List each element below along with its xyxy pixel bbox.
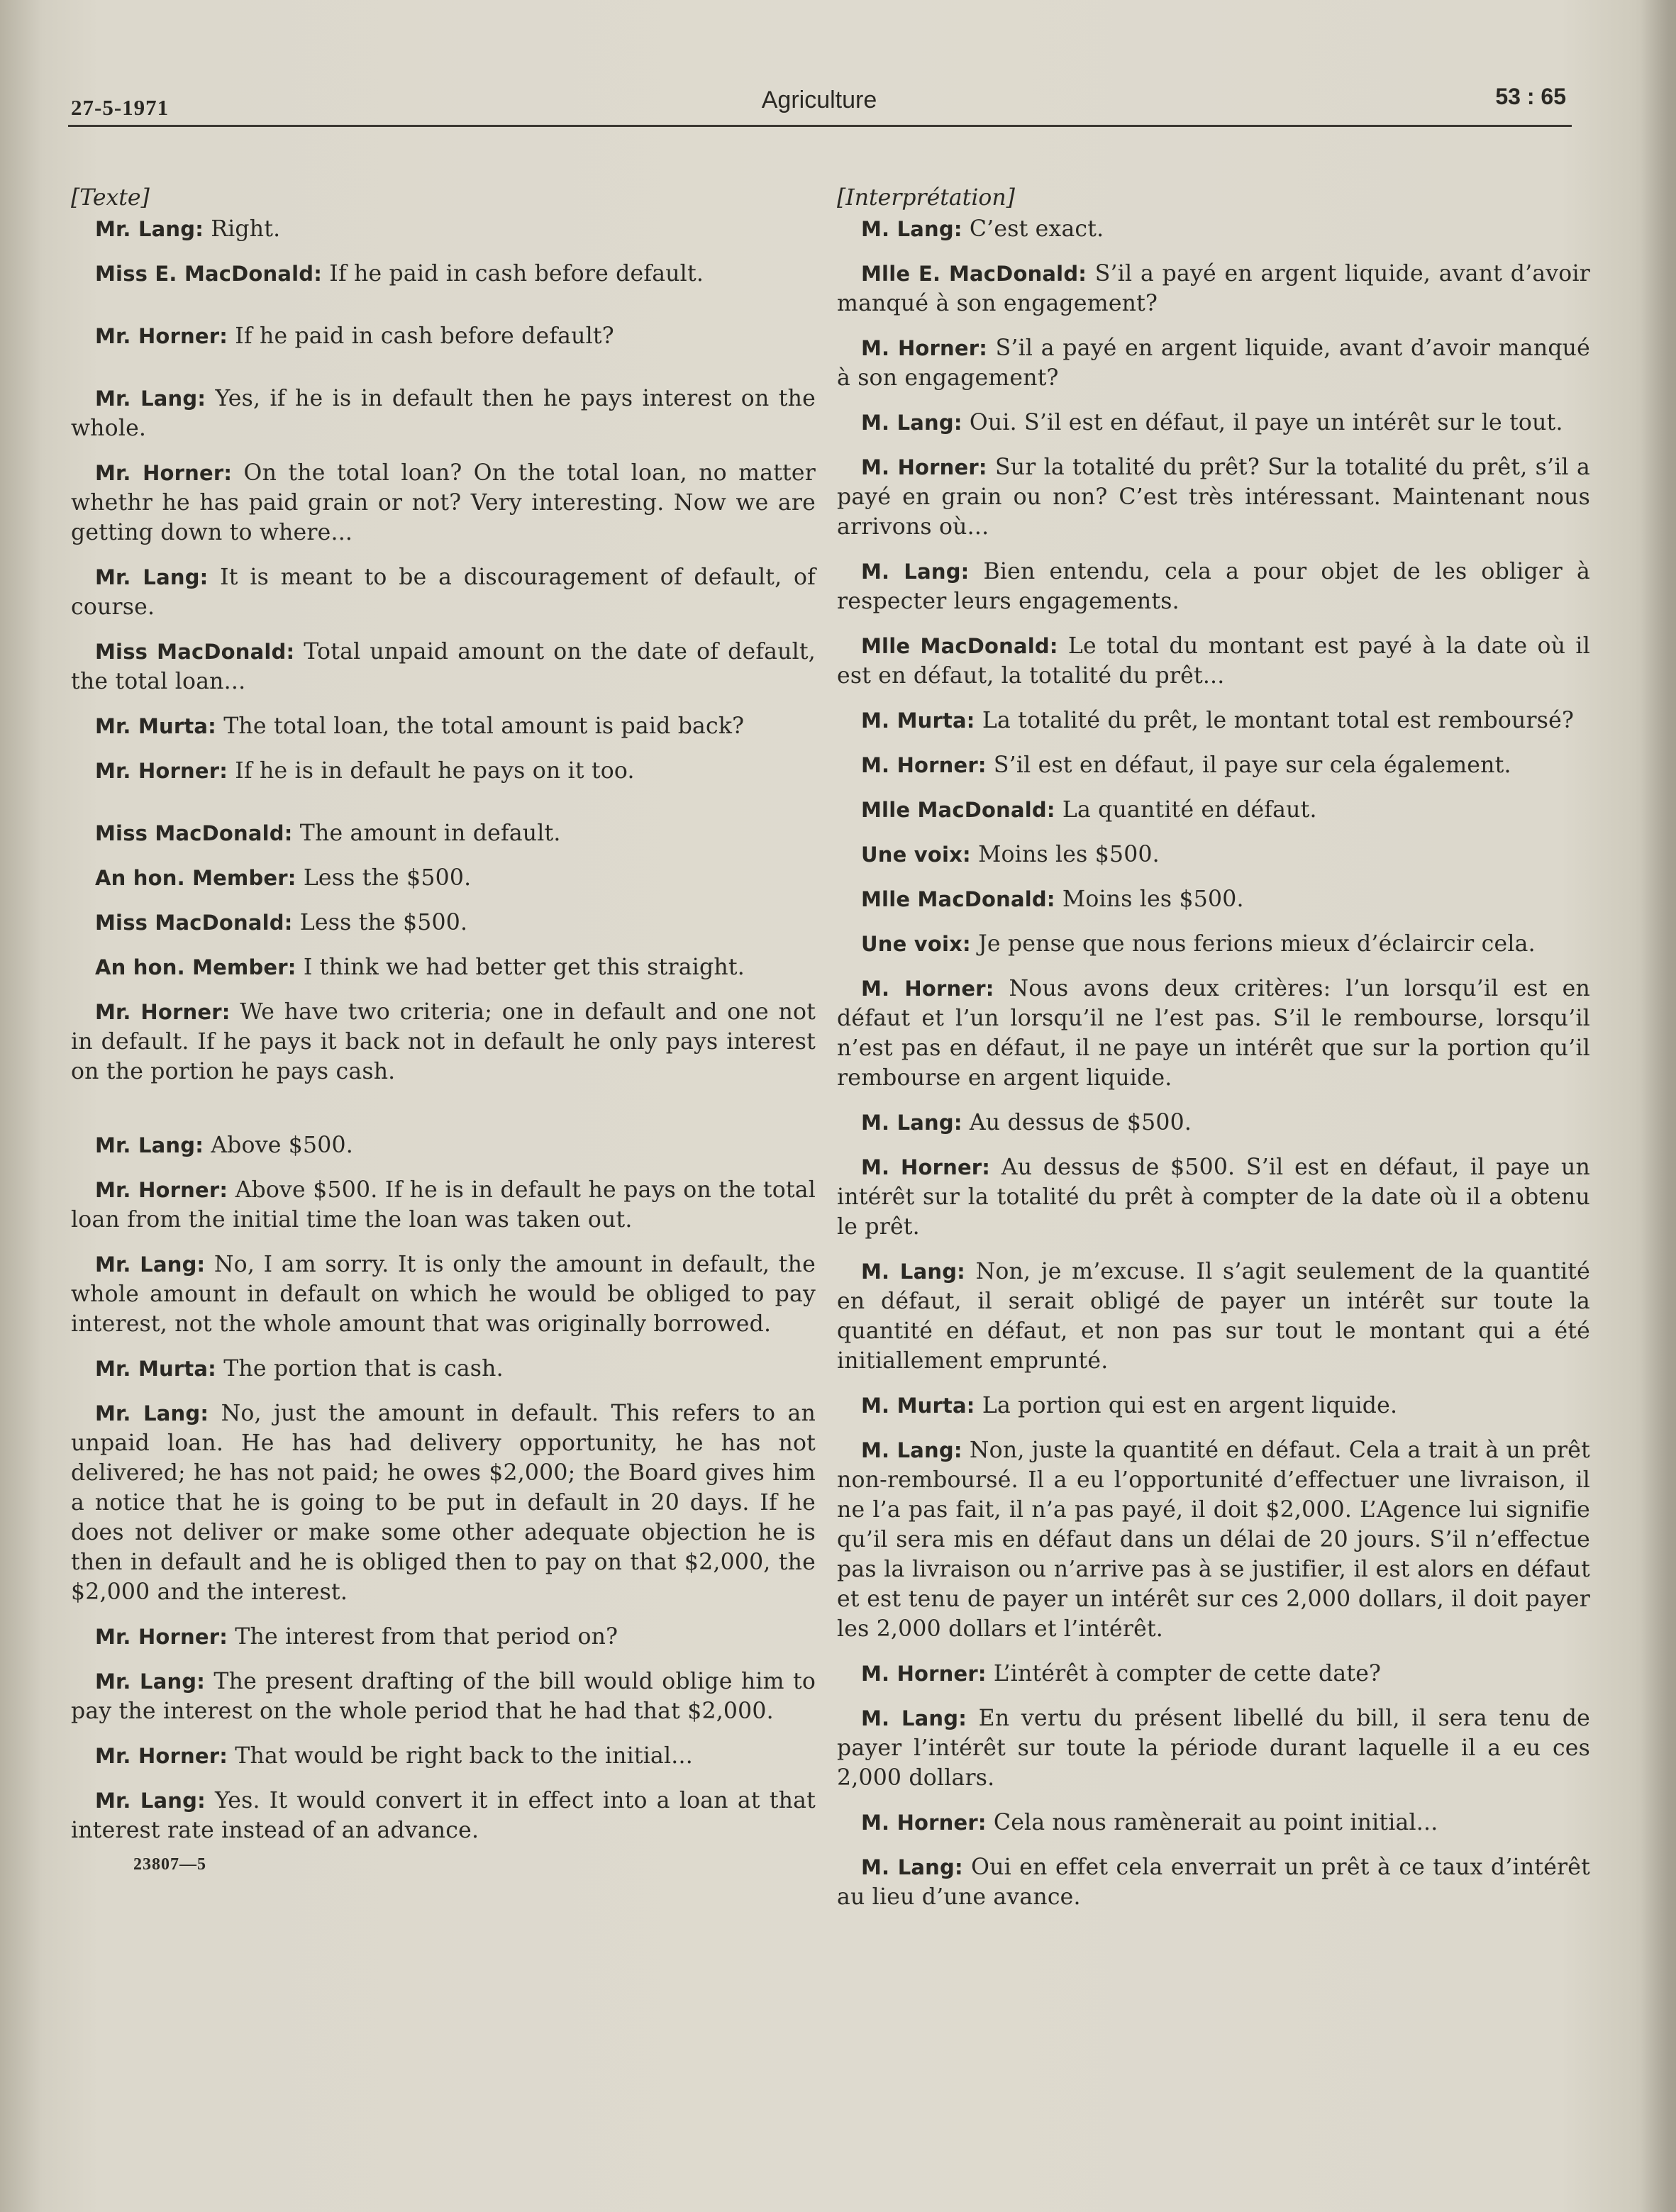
transcript-paragraph [71, 214, 816, 244]
transcript-paragraph [837, 1808, 1590, 1838]
paragraph-text: Above $500. [211, 1133, 353, 1158]
transcript-paragraph [837, 333, 1590, 393]
paragraph-text: Oui en effet cela enverrait un prêt à ce taux d’intérêt au lieu d’une avance. [837, 1855, 1590, 1910]
transcript-paragraph [71, 1622, 816, 1652]
paragraph-text: Less the $500. [303, 865, 472, 891]
speaker-name: M. Horner: [861, 455, 987, 479]
paragraph-text: Total unpaid amount on the date of default, the total loan... [71, 639, 816, 694]
speaker-name: Mr. Lang: [95, 1133, 204, 1157]
transcript-paragraph [71, 259, 816, 289]
speaker-name: M. Lang: [861, 1111, 962, 1135]
paragraph-text: Bien entendu, cela a pour objet de les obliger à respecter leurs engagements. [837, 559, 1590, 614]
paragraph-text: Yes. It would convert it in effect into a loan at that interest rate instead of an advance. [71, 1788, 816, 1843]
transcript-paragraph [71, 952, 816, 982]
speaker-name: Mr. Lang: [95, 387, 206, 411]
speaker-name: Mr. Murta: [95, 1357, 216, 1381]
transcript-paragraph [837, 840, 1590, 869]
paragraph-text: On the total loan? On the total loan, no matter whethr he has paid grain or not? Very interesting. Now we are getting down to where... [71, 460, 816, 545]
header-date: 27-5-1971 [71, 95, 170, 120]
speaker-name: Miss MacDonald: [95, 911, 293, 935]
transcript-paragraph [837, 750, 1590, 780]
speaker-name: Mr. Lang: [95, 217, 204, 241]
speaker-name: Mr. Murta: [95, 714, 216, 738]
paragraph-text: La totalité du prêt, le montant total est remboursé? [982, 708, 1575, 733]
paragraph-text: We have two criteria; one in default and one not in default. If he pays it back not in default he only pays interest on the portion he pays cash. [71, 999, 816, 1084]
transcript-paragraph [837, 1108, 1590, 1138]
header-rule [68, 125, 1572, 127]
transcript-paragraph [837, 795, 1590, 825]
french-column [837, 183, 1590, 1927]
paragraph-text: En vertu du présent libellé du bill, il sera tenu de payer l’intérêt sur toute la période durant laquelle il a eu ces 2,000 dollars. [837, 1706, 1590, 1791]
transcript-paragraph [71, 1741, 816, 1771]
paragraph-text: If he paid in cash before default. [329, 261, 704, 287]
footer-print-code: 23807—5 [133, 1855, 206, 1874]
speaker-name: Une voix: [861, 932, 971, 956]
speaker-name: Mlle MacDonald: [861, 634, 1058, 658]
speaker-name: M. Horner: [861, 336, 988, 360]
paragraph-text: Non, juste la quantité en défaut. Cela a trait à un prêt non-remboursé. Il a eu l’opportunité d’effectuer une livraison, il ne l’a pas fait, il n’a pas payé, il doit $2,000. L’Agence lui signifie qu’il sera mis en défaut dans un délai de 20 jours. S’il n’effectue pas la livraison ou n’arrive pas à se justifier, il est alors en défaut et est tenu de payer un intérêt sur ces 2,000 dollars, il doit payer les 2,000 dollars et l’intérêt. [837, 1438, 1590, 1642]
paragraph-text: The interest from that period on? [235, 1624, 618, 1650]
transcript-paragraph [837, 1391, 1590, 1421]
speaker-name: M. Horner: [861, 1155, 991, 1179]
transcript-paragraph [71, 1250, 816, 1339]
transcript-paragraph [71, 637, 816, 696]
transcript-paragraph [837, 557, 1590, 616]
transcript-paragraph [71, 458, 816, 548]
speaker-name: M. Lang: [861, 560, 970, 584]
speaker-name: M. Murta: [861, 708, 975, 733]
transcript-paragraph [71, 1399, 816, 1607]
paragraph-text: The amount in default. [299, 821, 561, 846]
paragraph-text: Moins les $500. [1062, 887, 1244, 912]
transcript-paragraph [837, 1257, 1590, 1376]
transcript-paragraph [837, 452, 1590, 542]
paragraph-text: It is meant to be a discouragement of default, of course. [71, 565, 816, 620]
header-title: Agriculture [761, 87, 877, 113]
speaker-name: An hon. Member: [95, 866, 296, 890]
paragraph-text: Je pense que nous ferions mieux d’éclaircir cela. [978, 931, 1536, 957]
paragraph-text: The total loan, the total amount is paid back? [223, 713, 745, 739]
paragraph-text: Non, je m’excuse. Il s’agit seulement de la quantité en défaut, il serait obligé de payer un intérêt sur toute la quantité en défaut, et non pas sur tout le montant qui a été initiallement emprunté. [837, 1259, 1591, 1374]
paragraph-text: Nous avons deux critères: l’un lorsqu’il est en défaut et l’un lorsqu’il ne l’est pas. S’il le rembourse, lorsqu’il n’est pas en défaut, il ne paye un intérêt que sur la portion qu’il rembourse en argent liquide. [837, 976, 1590, 1091]
paragraph-text: Moins les $500. [978, 842, 1160, 867]
speaker-name: M. Horner: [861, 1662, 987, 1686]
paragraph-text: Le total du montant est payé à la date où il est en défaut, la totalité du prêt... [837, 633, 1590, 689]
transcript-paragraph [71, 863, 816, 893]
paragraph-text: Less the $500. [299, 910, 468, 935]
transcript-paragraph [837, 706, 1590, 735]
transcript-paragraph [837, 1435, 1590, 1644]
transcript-paragraph [71, 711, 816, 741]
speaker-name: Mr. Horner: [95, 324, 228, 348]
paragraph-text: La quantité en défaut. [1062, 797, 1317, 823]
speaker-name: Miss E. MacDonald: [95, 262, 323, 286]
section-label-texte: [Texte] [71, 185, 150, 211]
transcript-paragraph [71, 908, 816, 938]
transcript-paragraph [71, 562, 816, 622]
speaker-name: Mr. Lang: [95, 1252, 206, 1277]
paragraph-text: La portion qui est en argent liquide. [982, 1393, 1398, 1418]
speaker-name: M. Lang: [861, 1855, 963, 1879]
transcript-paragraph [837, 259, 1590, 318]
transcript-paragraph [71, 1786, 816, 1845]
speaker-name: M. Murta: [861, 1394, 975, 1418]
speaker-name: Mr. Horner: [95, 1744, 228, 1768]
speaker-name: Mr. Horner: [95, 461, 233, 485]
transcript-paragraph [837, 974, 1590, 1093]
speaker-name: An hon. Member: [95, 955, 296, 979]
paragraph-text: I think we had better get this straight. [303, 955, 745, 980]
transcript-paragraph [71, 818, 816, 848]
transcript-paragraph [837, 214, 1590, 244]
transcript-paragraph [837, 1152, 1590, 1242]
speaker-name: Mr. Horner: [95, 1000, 231, 1024]
speaker-name: Mlle MacDonald: [861, 887, 1055, 911]
paragraph-text: S’il est en défaut, il paye sur cela également. [993, 752, 1511, 778]
transcript-paragraph [837, 1852, 1590, 1912]
speaker-name: Mlle MacDonald: [861, 798, 1055, 822]
speaker-name: Mr. Horner: [95, 759, 228, 783]
transcript-paragraph [71, 321, 816, 351]
speaker-name: M. Lang: [861, 217, 962, 241]
paragraph-text: Above $500. If he is in default he pays on the total loan from the initial time the loan was taken out. [71, 1177, 816, 1233]
paragraph-text: If he is in default he pays on it too. [235, 758, 635, 784]
speaker-name: Mr. Lang: [95, 1669, 206, 1694]
transcript-paragraph [837, 884, 1590, 914]
speaker-name: Une voix: [861, 843, 971, 867]
speaker-name: Mr. Horner: [95, 1625, 228, 1649]
speaker-name: M. Lang: [861, 1260, 965, 1284]
speaker-name: M. Horner: [861, 1811, 987, 1835]
speaker-name: Mr. Horner: [95, 1178, 228, 1202]
paragraph-text: Right. [211, 216, 281, 242]
paragraph-text: Sur la totalité du prêt? Sur la totalité du prêt, s’il a payé en grain ou non? C’est très intéressant. Maintenant nous arrivons où... [837, 455, 1590, 540]
speaker-name: M. Lang: [861, 1438, 962, 1462]
transcript-paragraph [71, 1130, 816, 1160]
header-page-number: 53 : 65 [1495, 84, 1566, 109]
paragraph-text: Oui. S’il est en défaut, il paye un intérêt sur le tout. [969, 410, 1563, 435]
speaker-name: M. Horner: [861, 977, 994, 1001]
section-label-interpretation: [Interprétation] [837, 185, 1015, 211]
paragraph-text: Cela nous ramènerait au point initial... [993, 1810, 1438, 1835]
paragraph-text: Yes, if he is in default then he pays interest on the whole. [71, 386, 816, 441]
page-header [71, 84, 1567, 128]
speaker-name: Miss MacDonald: [95, 821, 293, 845]
paragraph-text: S’il a payé en argent liquide, avant d’avoir manqué à son engagement? [837, 335, 1591, 391]
paragraph-text: The portion that is cash. [223, 1356, 504, 1382]
transcript-paragraph [837, 631, 1590, 691]
english-column [71, 183, 816, 1879]
transcript-paragraph [71, 756, 816, 786]
speaker-name: M. Lang: [861, 411, 962, 435]
paragraph-text: Au dessus de $500. [969, 1110, 1192, 1135]
paragraph-text: No, I am sorry. It is only the amount in default, the whole amount in default on which he would be obliged to pay interest, not the whole amount that was originally borrowed. [71, 1252, 816, 1337]
transcript-paragraph [837, 408, 1590, 438]
transcript-paragraph [71, 1354, 816, 1384]
speaker-name: Mlle E. MacDonald: [861, 262, 1087, 286]
paragraph-text: That would be right back to the initial... [235, 1743, 693, 1769]
transcript-paragraph [71, 384, 816, 443]
transcript-paragraph [837, 929, 1590, 959]
speaker-name: M. Lang: [861, 1706, 967, 1730]
transcript-paragraph [71, 1667, 816, 1726]
paragraph-text: Au dessus de $500. S’il est en défaut, il paye un intérêt sur la totalité du prêt à compter de la date où il a obtenu le prêt. [837, 1155, 1590, 1240]
paragraph-text: S’il a payé en argent liquide, avant d’avoir manqué à son engagement? [837, 261, 1590, 316]
speaker-name: M. Horner: [861, 753, 987, 777]
speaker-name: Mr. Lang: [95, 1401, 209, 1425]
speaker-name: Miss MacDonald: [95, 640, 295, 664]
speaker-name: Mr. Lang: [95, 565, 209, 589]
paragraph-text: C’est exact. [969, 216, 1104, 242]
speaker-name: Mr. Lang: [95, 1789, 206, 1813]
page-edge-shadow [1641, 0, 1676, 2212]
paragraph-text: No, just the amount in default. This refers to an unpaid loan. He has had delivery opportunity, he has not delivered; he has not paid; he owes $2,000; the Board gives him a notice that he is going to be put in default in 20 days. If he does not deliver or make some other adequate objection he is then in default and he is obliged then to pay on that $2,000, the $2,000 and the interest. [71, 1401, 816, 1605]
paragraph-text: L’intérêt à compter de cette date? [993, 1661, 1382, 1686]
transcript-paragraph [837, 1704, 1590, 1793]
transcript-paragraph [71, 1175, 816, 1235]
transcript-paragraph [837, 1659, 1590, 1689]
paragraph-text: The present drafting of the bill would oblige him to pay the interest on the whole period that he had that $2,000. [71, 1669, 816, 1724]
transcript-paragraph [71, 997, 816, 1086]
paragraph-text: If he paid in cash before default? [235, 323, 614, 349]
